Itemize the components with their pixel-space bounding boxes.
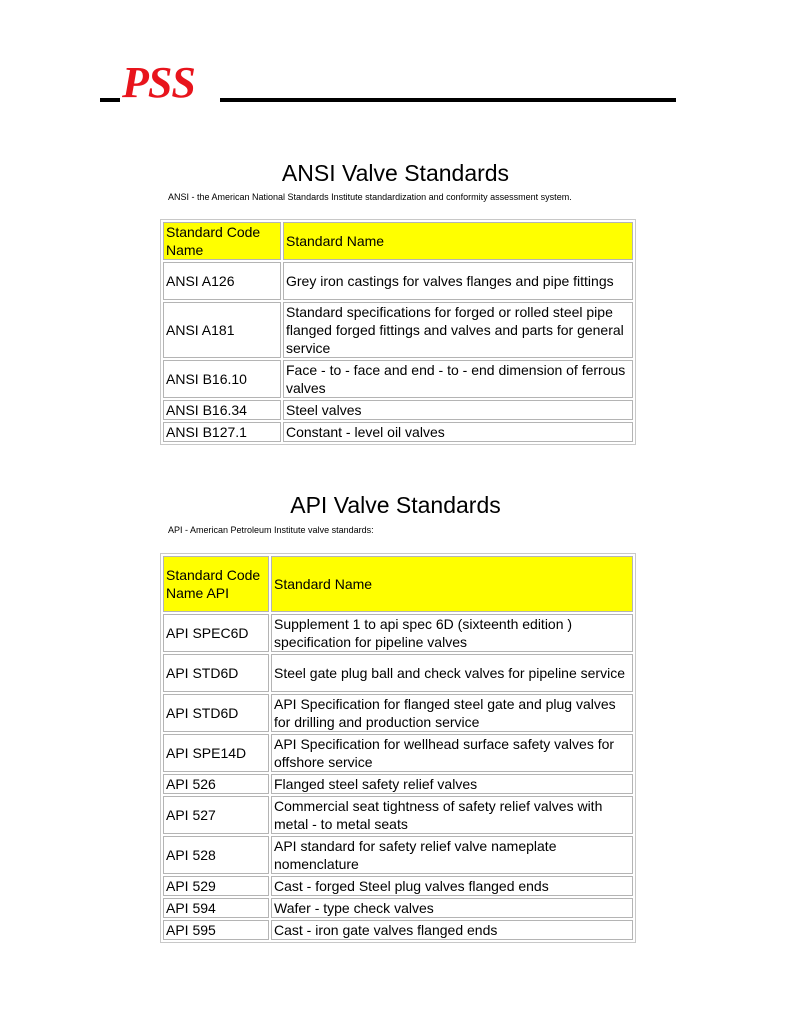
cell-code: API 527 <box>163 796 269 834</box>
table-row <box>163 920 633 940</box>
api-section-description: API - American Petroleum Institute valve standards: <box>168 525 374 535</box>
cell-code: API STD6D <box>163 694 269 732</box>
cell-name: API Specification for wellhead surface safety valves for offshore service <box>271 734 633 772</box>
table-row <box>163 614 633 652</box>
table-row <box>163 400 633 420</box>
table-row <box>163 302 633 358</box>
cell-code: API SPEC6D <box>163 614 269 652</box>
table-row <box>163 654 633 692</box>
cell-name: Cast - iron gate valves flanged ends <box>271 920 633 940</box>
cell-name: Wafer - type check valves <box>271 898 633 918</box>
cell-code: ANSI B16.10 <box>163 360 281 398</box>
cell-name: Commercial seat tightness of safety relief valves with metal - to metal seats <box>271 796 633 834</box>
cell-code: ANSI B127.1 <box>163 422 281 442</box>
cell-name: Steel gate plug ball and check valves for pipeline service <box>271 654 633 692</box>
ansi-section-title: ANSI Valve Standards <box>281 160 510 186</box>
cell-code: API 529 <box>163 876 269 896</box>
cell-code: API 526 <box>163 774 269 794</box>
ansi-standards-table <box>160 219 636 445</box>
cell-name: Constant - level oil valves <box>283 422 633 442</box>
ansi-section-description: ANSI - the American National Standards Institute standardization and conformity assessment system. <box>168 192 572 202</box>
table-row <box>163 360 633 398</box>
cell-code: ANSI A126 <box>163 262 281 300</box>
cell-name: Supplement 1 to api spec 6D (sixteenth edition ) specification for pipeline valves <box>271 614 633 652</box>
cell-code: ANSI A181 <box>163 302 281 358</box>
table-row <box>163 734 633 772</box>
cell-name: Cast - forged Steel plug valves flanged ends <box>271 876 633 896</box>
table-row <box>163 796 633 834</box>
cell-name: Grey iron castings for valves flanges and pipe fittings <box>283 262 633 300</box>
table-row <box>163 422 633 442</box>
table-header-row <box>163 556 633 612</box>
table-row <box>163 774 633 794</box>
table-row <box>163 262 633 300</box>
cell-code: API 528 <box>163 836 269 874</box>
table-row <box>163 836 633 874</box>
table-row <box>163 898 633 918</box>
cell-code: API SPE14D <box>163 734 269 772</box>
column-header-code: Standard Code Name <box>163 222 281 260</box>
header-logo <box>100 58 680 108</box>
cell-name: Standard specifications for forged or rolled steel pipe flanged forged fittings and valves and parts for general service <box>283 302 633 358</box>
cell-name: Face - to - face and end - to - end dimension of ferrous valves <box>283 360 633 398</box>
logo-text: PSS <box>122 58 195 107</box>
cell-code: ANSI B16.34 <box>163 400 281 420</box>
api-standards-table <box>160 553 636 943</box>
cell-name: Steel valves <box>283 400 633 420</box>
logo-trail-line <box>220 98 676 102</box>
cell-name: API standard for safety relief valve nameplate nomenclature <box>271 836 633 874</box>
table-header-row <box>163 222 633 260</box>
cell-name: Flanged steel safety relief valves <box>271 774 633 794</box>
column-header-name: Standard Name <box>283 222 633 260</box>
api-section-title: API Valve Standards <box>290 492 501 518</box>
table-row <box>163 694 633 732</box>
column-header-code: Standard Code Name API <box>163 556 269 612</box>
cell-code: API 595 <box>163 920 269 940</box>
cell-name: API Specification for flanged steel gate and plug valves for drilling and production service <box>271 694 633 732</box>
cell-code: API STD6D <box>163 654 269 692</box>
cell-code: API 594 <box>163 898 269 918</box>
logo-lead-line <box>100 98 120 102</box>
table-row <box>163 876 633 896</box>
column-header-name: Standard Name <box>271 556 633 612</box>
